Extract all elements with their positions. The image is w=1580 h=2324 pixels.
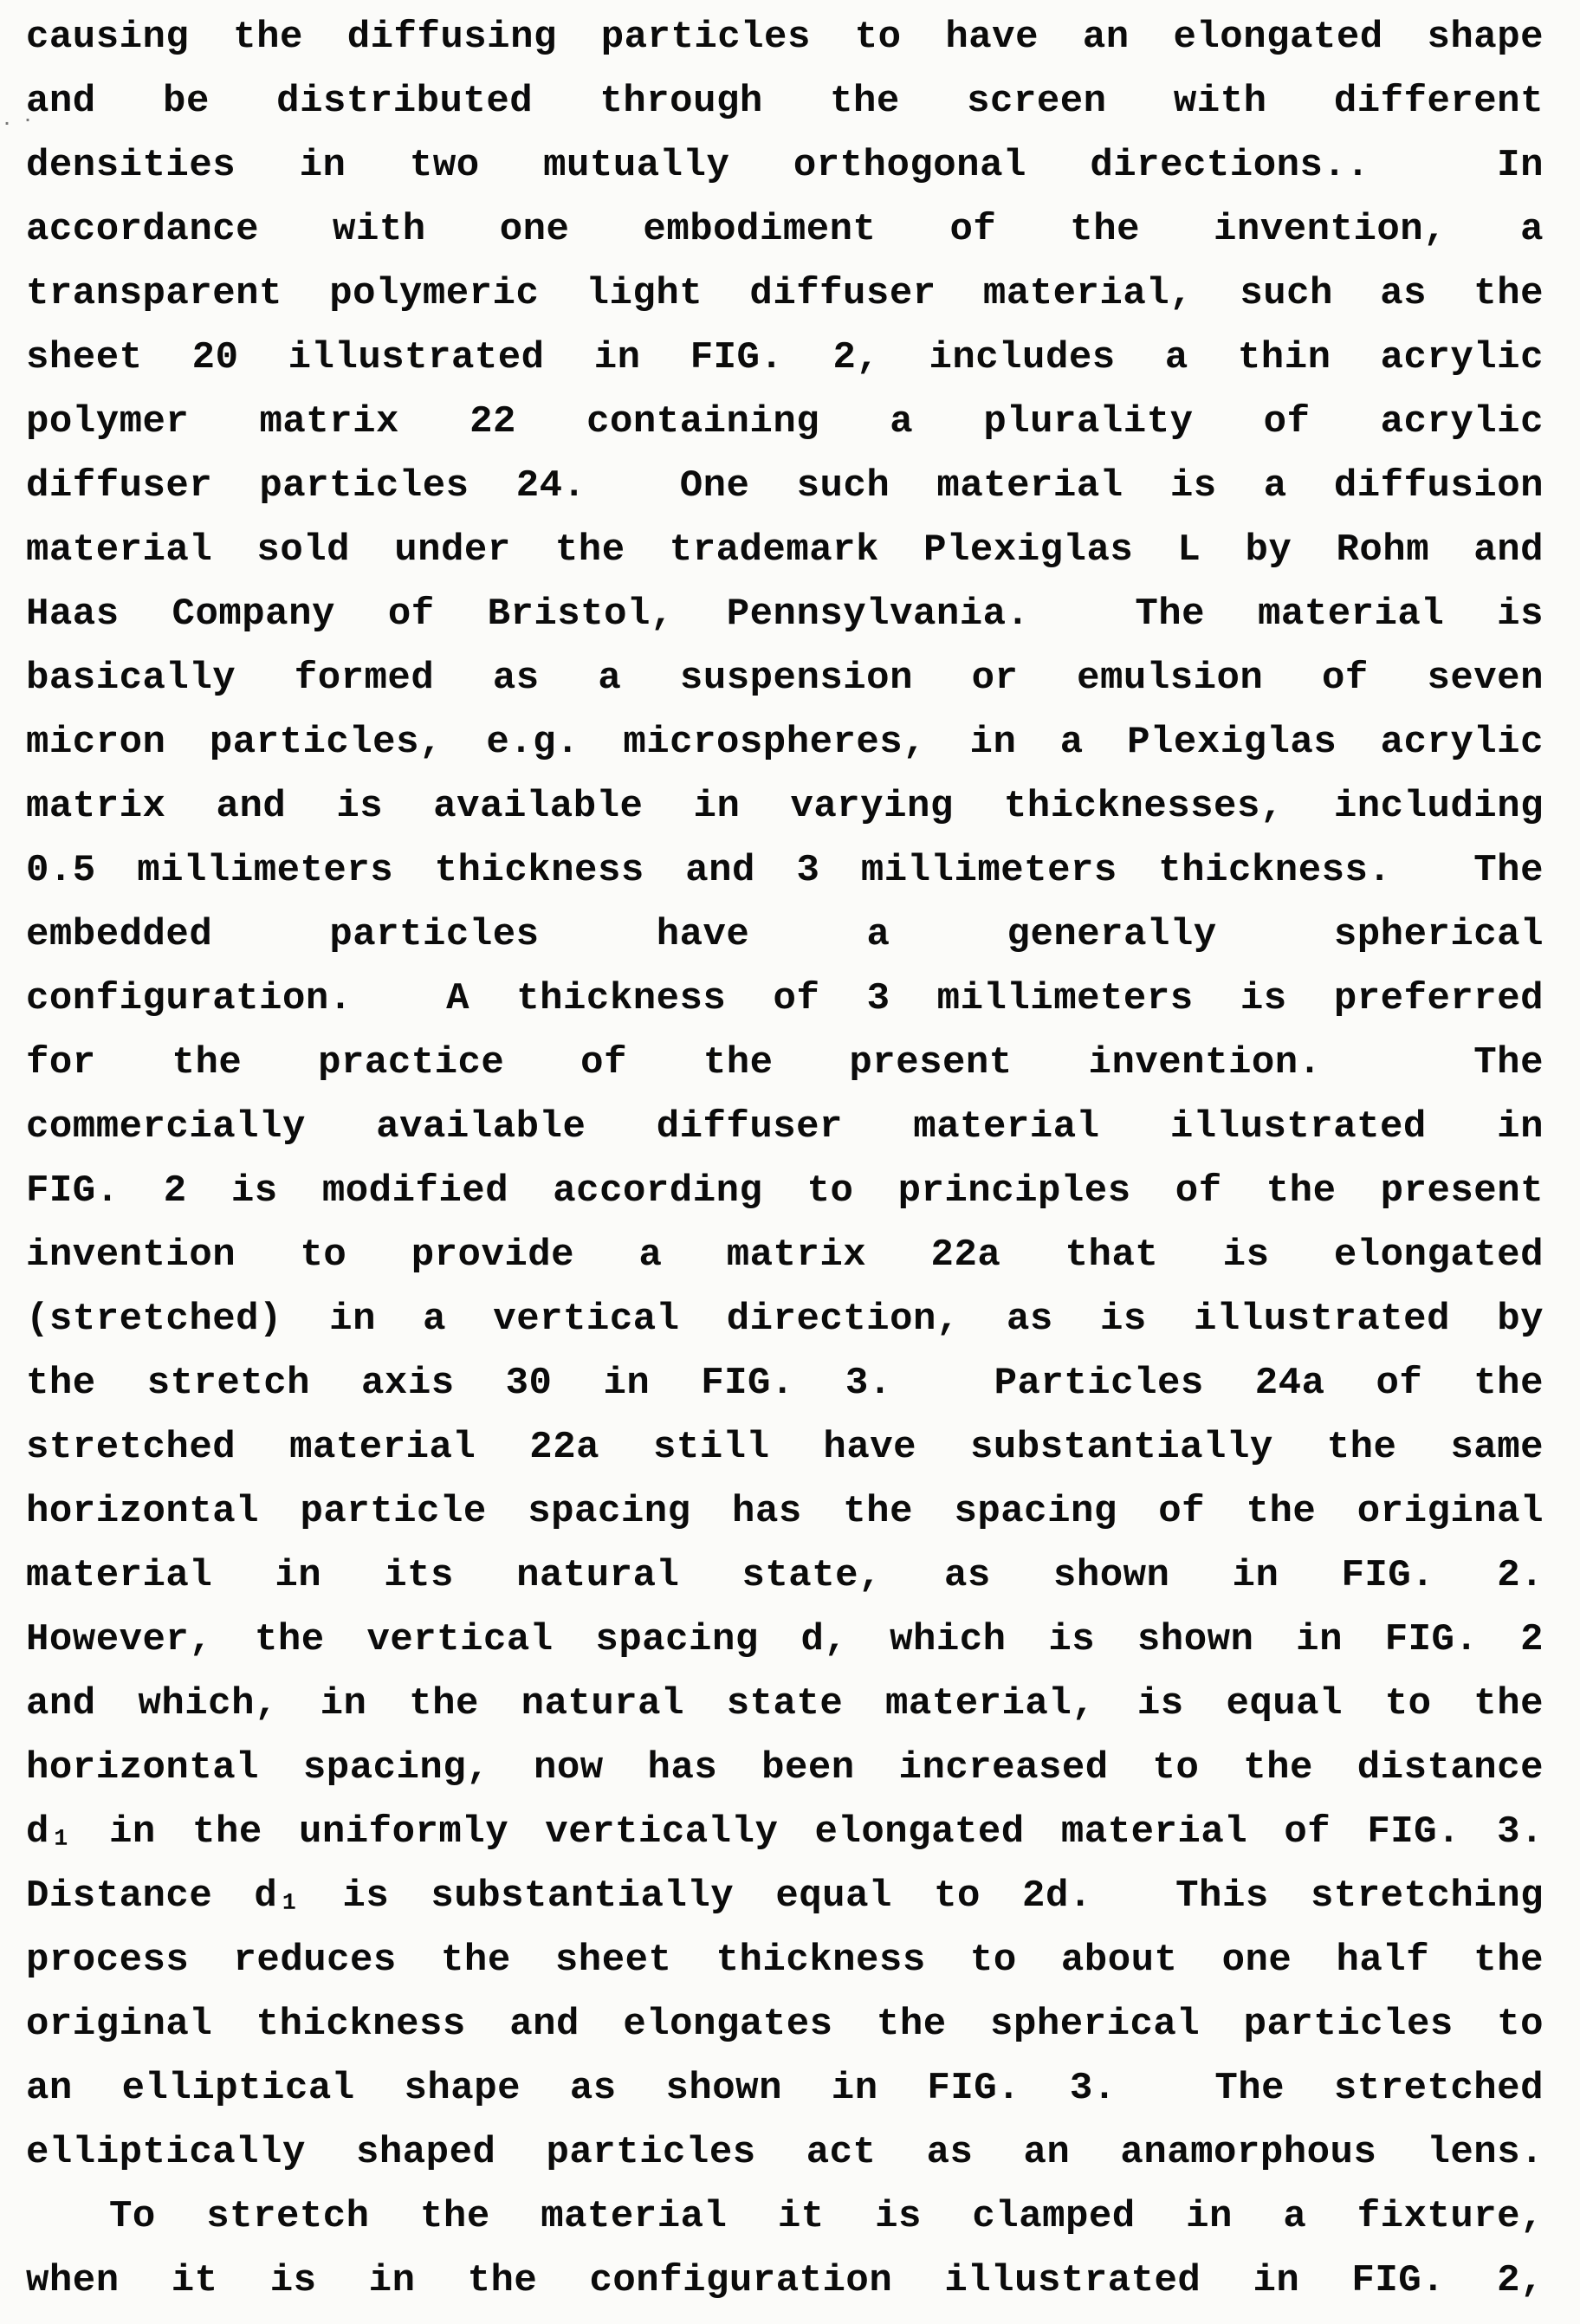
scan-noise-mark: . · — [2, 111, 34, 131]
text-line: transparent polymeric light diffuser material, such as the — [26, 272, 1544, 315]
text-line: and be distributed through the screen with different — [26, 80, 1544, 123]
text-line: horizontal particle spacing has the spacing of the original — [26, 1490, 1544, 1533]
text-line: horizontal spacing, now has been increased to the distance — [26, 1746, 1544, 1790]
text-line: micron particles, e.g. microspheres, in a Plexiglas acrylic — [26, 721, 1544, 764]
text-line: 0.5 millimeters thickness and 3 millimeters thickness. The — [26, 849, 1544, 892]
text-line: original thickness and elongates the spherical particles to — [26, 2003, 1544, 2046]
document-page — [26, 5, 1544, 2313]
text-line: process reduces the sheet thickness to about one half the — [26, 1939, 1544, 1982]
text-line: accordance with one embodiment of the invention, a — [26, 208, 1544, 251]
text-line: FIG. 2 is modified according to principles of the present — [26, 1169, 1544, 1213]
text-line: However, the vertical spacing d, which is shown in FIG. 2 — [26, 1618, 1544, 1661]
text-line: when it is in the configuration illustrated in FIG. 2, — [26, 2259, 1544, 2302]
text-line: stretched material 22a still have substantially the same — [26, 1426, 1544, 1469]
text-line: matrix and is available in varying thicknesses, including — [26, 785, 1544, 828]
text-line: commercially available diffuser material illustrated in — [26, 1105, 1544, 1149]
text-line: (stretched) in a vertical direction, as is illustrated by — [26, 1298, 1544, 1341]
text-line: polymer matrix 22 containing a plurality of acrylic — [26, 400, 1544, 443]
text-line: basically formed as a suspension or emulsion of seven — [26, 657, 1544, 700]
text-line: an elliptical shape as shown in FIG. 3. The stretched — [26, 2067, 1544, 2110]
text-line: material sold under the trademark Plexiglas L by Rohm and — [26, 528, 1544, 572]
text-line: configuration. A thickness of 3 millimeters is preferred — [26, 977, 1544, 1020]
text-line: material in its natural state, as shown in FIG. 2. — [26, 1554, 1544, 1597]
text-line: invention to provide a matrix 22a that is elongated — [26, 1233, 1544, 1277]
text-line: d₁ in the uniformly vertically elongated material of FIG. 3. — [26, 1810, 1544, 1854]
text-line: for the practice of the present invention. The — [26, 1041, 1544, 1084]
text-line: the stretch axis 30 in FIG. 3. Particles 24a of the — [26, 1362, 1544, 1405]
text-line: densities in two mutually orthogonal directions.. In — [26, 144, 1544, 187]
text-line: elliptically shaped particles act as an anamorphous lens. — [26, 2131, 1544, 2174]
text-line: causing the diffusing particles to have an elongated shape — [26, 16, 1544, 59]
text-line: and which, in the natural state material, is equal to the — [26, 1682, 1544, 1725]
text-line-paragraph-start: To stretch the material it is clamped in a fixture, — [109, 2195, 1544, 2238]
text-line: embedded particles have a generally spherical — [26, 913, 1544, 956]
text-line: Distance d₁ is substantially equal to 2d. This stretching — [26, 1874, 1544, 1918]
text-line: sheet 20 illustrated in FIG. 2, includes a thin acrylic — [26, 336, 1544, 379]
text-line: Haas Company of Bristol, Pennsylvania. The material is — [26, 592, 1544, 636]
text-line: diffuser particles 24. One such material is a diffusion — [26, 464, 1544, 508]
